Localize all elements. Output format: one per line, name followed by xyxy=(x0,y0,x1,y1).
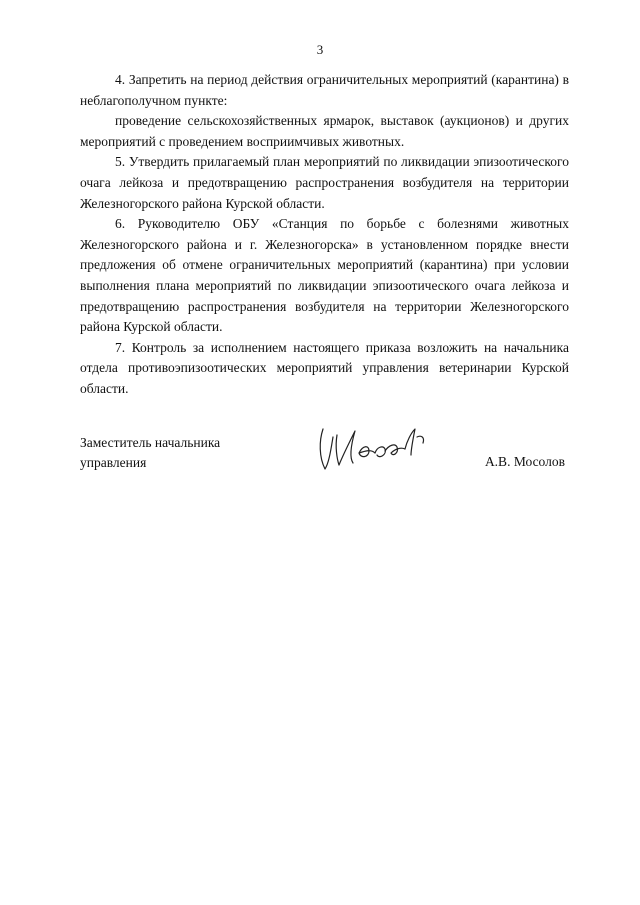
signatory-position-line2: управления xyxy=(80,455,147,470)
paragraph-7: 7. Контроль за исполнением настоящего приказа возложить на начальника отдела противоэпизоотических мероприятий управления ветеринарии Курской области. xyxy=(80,339,569,396)
signatory-position xyxy=(80,433,220,473)
paragraph-6: 6. Руководителю ОБУ «Станция по борьбе с болезнями животных Железногорского района и г. Железногорска» в установленном порядке внести предложения об отмене ограничительных мероприятий (карантина) при условии выполнения плана мероприятий по ликвидации эпизоотического очага лейкоза и предотвращению распространения возбудителя на территории Железногорского района Курской области. xyxy=(80,216,569,335)
document-body xyxy=(80,70,569,400)
page-number: 3 xyxy=(316,42,324,57)
paragraph-4-item: проведение сельскохозяйственных ярмарок, выставок (аукционов) и других мероприятий с проведением восприимчивых животных. xyxy=(80,113,569,149)
signatory-name: А.В. Мосолов xyxy=(484,454,565,469)
signature-block xyxy=(80,433,569,493)
paragraph-5: 5. Утвердить прилагаемый план мероприятий по ликвидации эпизоотического очага лейкоза и предотвращению распространения возбудителя на территории Железногорского района Курской области. xyxy=(80,154,569,211)
paragraph-4: 4. Запретить на период действия ограничительных мероприятий (карантина) в неблагополучном пункте: xyxy=(80,72,569,108)
signatory-position-line1: Заместитель начальника xyxy=(80,435,221,450)
handwritten-signature xyxy=(315,419,435,479)
